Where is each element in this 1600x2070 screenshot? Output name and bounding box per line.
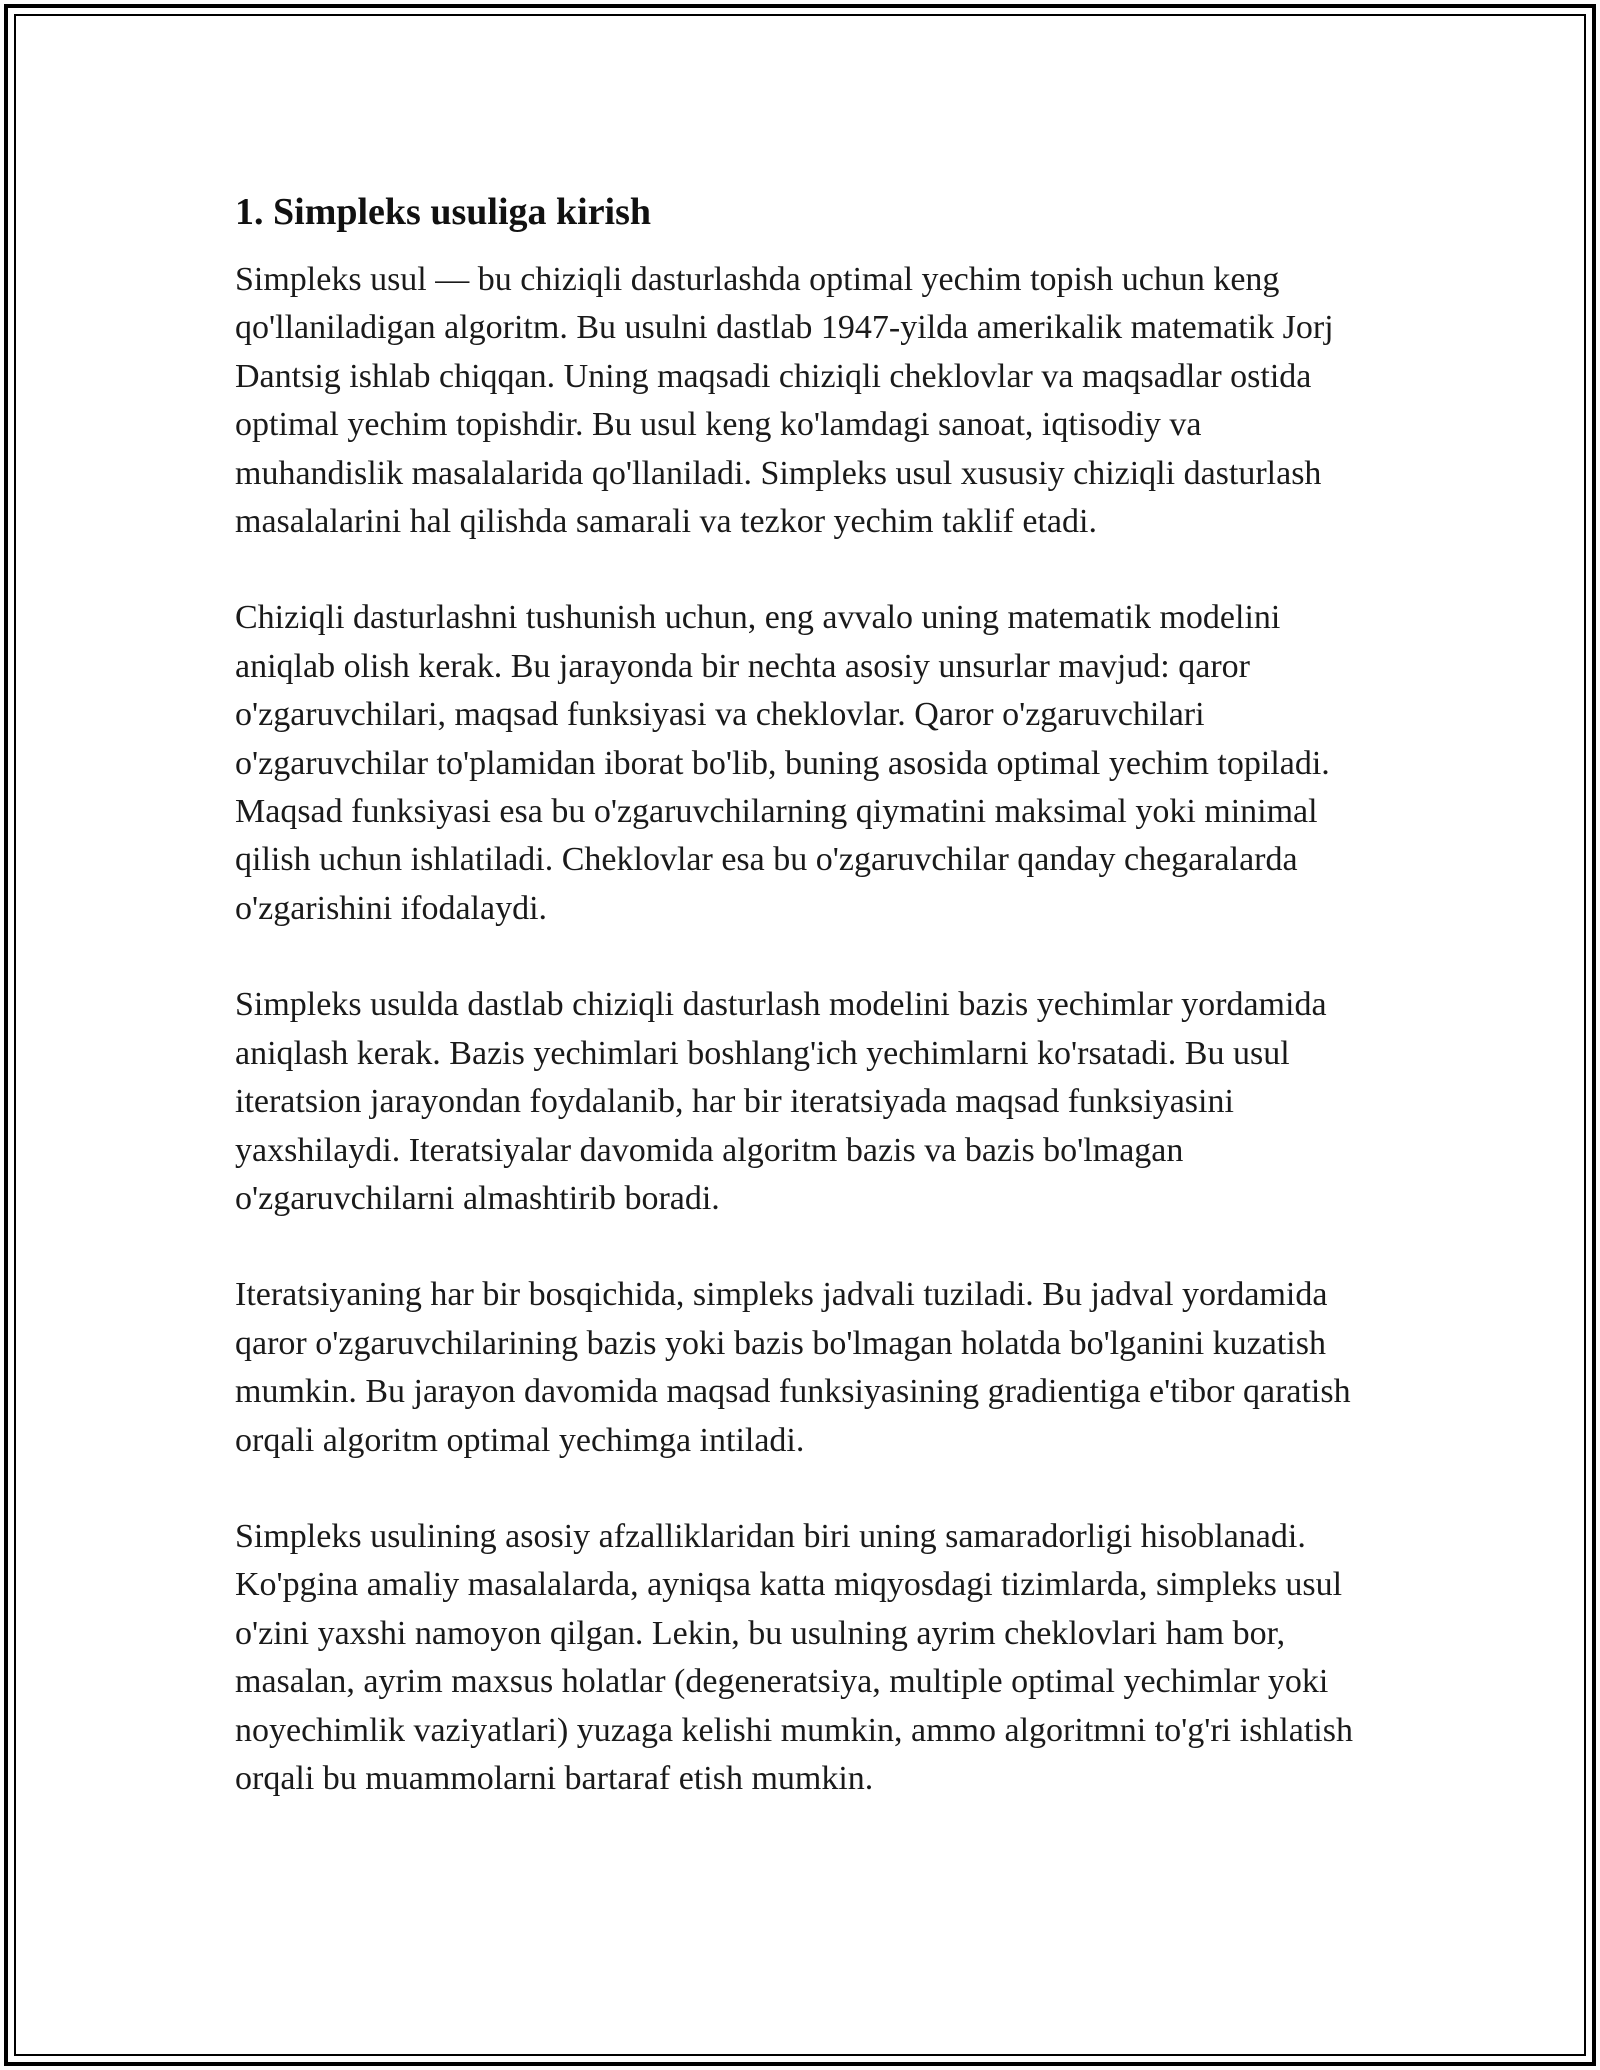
section-title: 1. Simpleks usuliga kirish: [235, 191, 652, 233]
paragraph-model: Chiziqli dasturlashni tushunish uchun, eng avvalo uning matematik modelini aniqlab olish kerak. Bu jarayonda bir nechta asosiy unsurlar mavjud: qaror o'zgaruvchilari, maqsad funksiyasi va cheklovlar. Qaror o'zgaruvchilari o'zgaruvchilar to'plamidan iborat bo'lib, buning asosida optimal yechim topiladi. Maqsad funksiyasi esa bu o'zgaruvchilarning qiymatini maksimal yoki minimal qilish uchun ishlatiladi. Cheklovlar esa bu o'zgaruvchilar qanday chegaralarda o'zgarishini ifodalaydi.: [235, 599, 1330, 927]
paragraph-advantages: Simpleks usulining asosiy afzalliklaridan biri uning samaradorligi hisoblanadi. Ko'pgina amaliy masalalarda, ayniqsa katta miqyosdagi tizimlarda, simpleks usul o'zini yaxshi namoyon qilgan. Lekin, bu usulning ayrim cheklovlari ham bor, masalan, ayrim maxsus holatlar (degeneratsiya, multiple optimal yechimlar yoki noyechimlik vaziyatlari) yuzaga kelishi mumkin, ammo algoritmni to'g'ri ishlatish orqali bu muammolarni bartaraf etish mumkin.: [235, 1517, 1353, 1797]
paragraph-iteration: Iteratsiyaning har bir bosqichida, simpleks jadvali tuziladi. Bu jadval yordamida qaror o'zgaruvchilarining bazis yoki bazis bo'lmagan holatda bo'lganini kuzatish mumkin. Bu jarayon davomida maqsad funksiyasining gradientiga e'tibor qaratish orqali algoritm optimal yechimga intiladi.: [235, 1276, 1351, 1459]
document-body: [235, 188, 1375, 1803]
paragraph-basis: Simpleks usulda dastlab chiziqli dasturlash modelini bazis yechimlar yordamida aniqlash kerak. Bazis yechimlari boshlang'ich yechimlarni ko'rsatadi. Bu usul iteratsion jarayondan foydalanib, har bir iteratsiyada maqsad funksiyasini yaxshilaydi. Iteratsiyalar davomida algoritm bazis va bazis bo'lmagan o'zgaruvchilarni almashtirib boradi.: [235, 986, 1327, 1217]
paragraph-intro: Simpleks usul — bu chiziqli dasturlashda optimal yechim topish uchun keng qo'llaniladigan algoritm. Bu usulni dastlab 1947-yilda amerikalik matematik Jorj Dantsig ishlab chiqqan. Uning maqsadi chiziqli cheklovlar va maqsadlar ostida optimal yechim topishdir. Bu usul keng ko'lamdagi sanoat, iqtisodiy va muhandislik masalalarida qo'llaniladi. Simpleks usul xususiy chiziqli dasturlash masalalarini hal qilishda samarali va tezkor yechim taklif etadi.: [235, 261, 1334, 541]
